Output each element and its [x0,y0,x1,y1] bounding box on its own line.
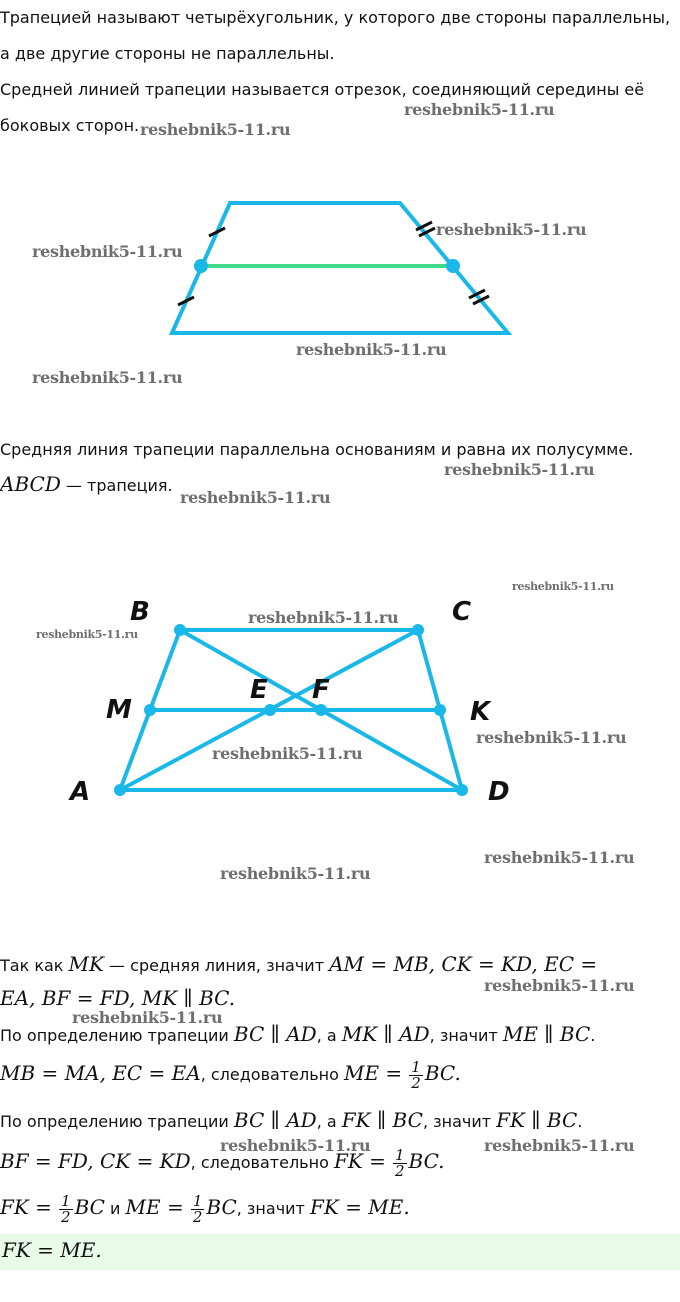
label-m: M [106,695,132,725]
answer-text: FK = ME. [2,1238,102,1262]
proof-line-4: MB = MA, EC = EA, следовательно ME = $\frac{1}{2}$ BC. [0,1058,461,1092]
point-b [174,624,186,636]
fraction-half: $\frac{1}{2}$ [61,1192,71,1226]
intro-line-1: Трапецией называют четырёхугольник, у которого две стороны параллельны, [0,8,671,27]
given-text: — трапеция. [60,476,173,495]
watermark: reshebnik5-11.ru [72,1008,223,1027]
theorem-given [0,472,173,496]
watermark: reshebnik5-11.ru [248,608,399,627]
watermark: reshebnik5-11.ru [444,460,595,479]
watermark: reshebnik5-11.ru [212,744,363,763]
proof-line-1: Так как MK — средняя линия, значит AM = MB, CK = KD, EC = [0,952,598,976]
label-f: F [312,675,330,705]
trapezoid-midline-figure [0,190,680,350]
label-b: B [130,597,150,627]
point-a [114,784,126,796]
intro-line-4: боковых сторон. [0,116,140,135]
label-c: C [452,597,472,627]
theorem-statement: Средняя линия трапеции параллельна основаниям и равна их полусумме. [0,440,634,459]
label-e: E [250,675,268,705]
watermark: reshebnik5-11.ru [404,100,555,119]
fraction-half: $\frac{1}{2}$ [192,1192,203,1226]
label-k: K [470,697,491,727]
point-c [412,624,424,636]
midpoint-left [194,259,208,273]
watermark: reshebnik5-11.ru [484,848,635,867]
watermark: reshebnik5-11.ru [140,120,291,139]
proof-line-5: По определению трапеции BC ∥ AD, а FK ∥ BC, значит FK ∥ BC. [0,1108,583,1132]
label-a: A [70,777,91,807]
point-e [264,704,276,716]
intro-line-2: а две другие стороны не параллельны. [0,44,335,63]
point-m [144,704,156,716]
watermark: reshebnik5-11.ru [32,242,183,261]
watermark: reshebnik5-11.ru [296,340,447,359]
watermark: reshebnik5-11.ru [220,1136,371,1155]
proof-line-7: FK = $\frac{1}{2}$ BC и ME = $\frac{1}{2}$ BC, значит FK = ME. [0,1192,410,1226]
watermark: reshebnik5-11.ru [436,220,587,239]
watermark: reshebnik5-11.ru [484,976,635,995]
point-k [434,704,446,716]
given-math: ABCD [0,472,61,496]
watermark: reshebnik5-11.ru [512,580,614,593]
fraction-half: $\frac{1}{2}$ [411,1058,421,1092]
watermark: reshebnik5-11.ru [484,1136,635,1155]
watermark: reshebnik5-11.ru [36,628,138,641]
point-f [315,704,327,716]
label-d: D [488,777,510,807]
watermark: reshebnik5-11.ru [476,728,627,747]
watermark: reshebnik5-11.ru [180,488,331,507]
watermark: reshebnik5-11.ru [32,368,183,387]
proof-line-3: По определению трапеции BC ∥ AD, а MK ∥ AD, значит ME ∥ BC. [0,1022,596,1046]
answer-box [0,1234,680,1270]
proof-line-6: BF = FD, CK = KD, следовательно FK = $\frac{1}{2}$ BC. [0,1146,445,1180]
watermark: reshebnik5-11.ru [220,864,371,883]
midpoint-right [446,259,460,273]
intro-line-3: Средней линией трапеции называется отрезок, соединяющий середины её [0,80,645,99]
point-d [456,784,468,796]
proof-line-2: EA, BF = FD, MK ∥ BC. [0,986,236,1010]
fraction-half: $\frac{1}{2}$ [394,1146,405,1180]
